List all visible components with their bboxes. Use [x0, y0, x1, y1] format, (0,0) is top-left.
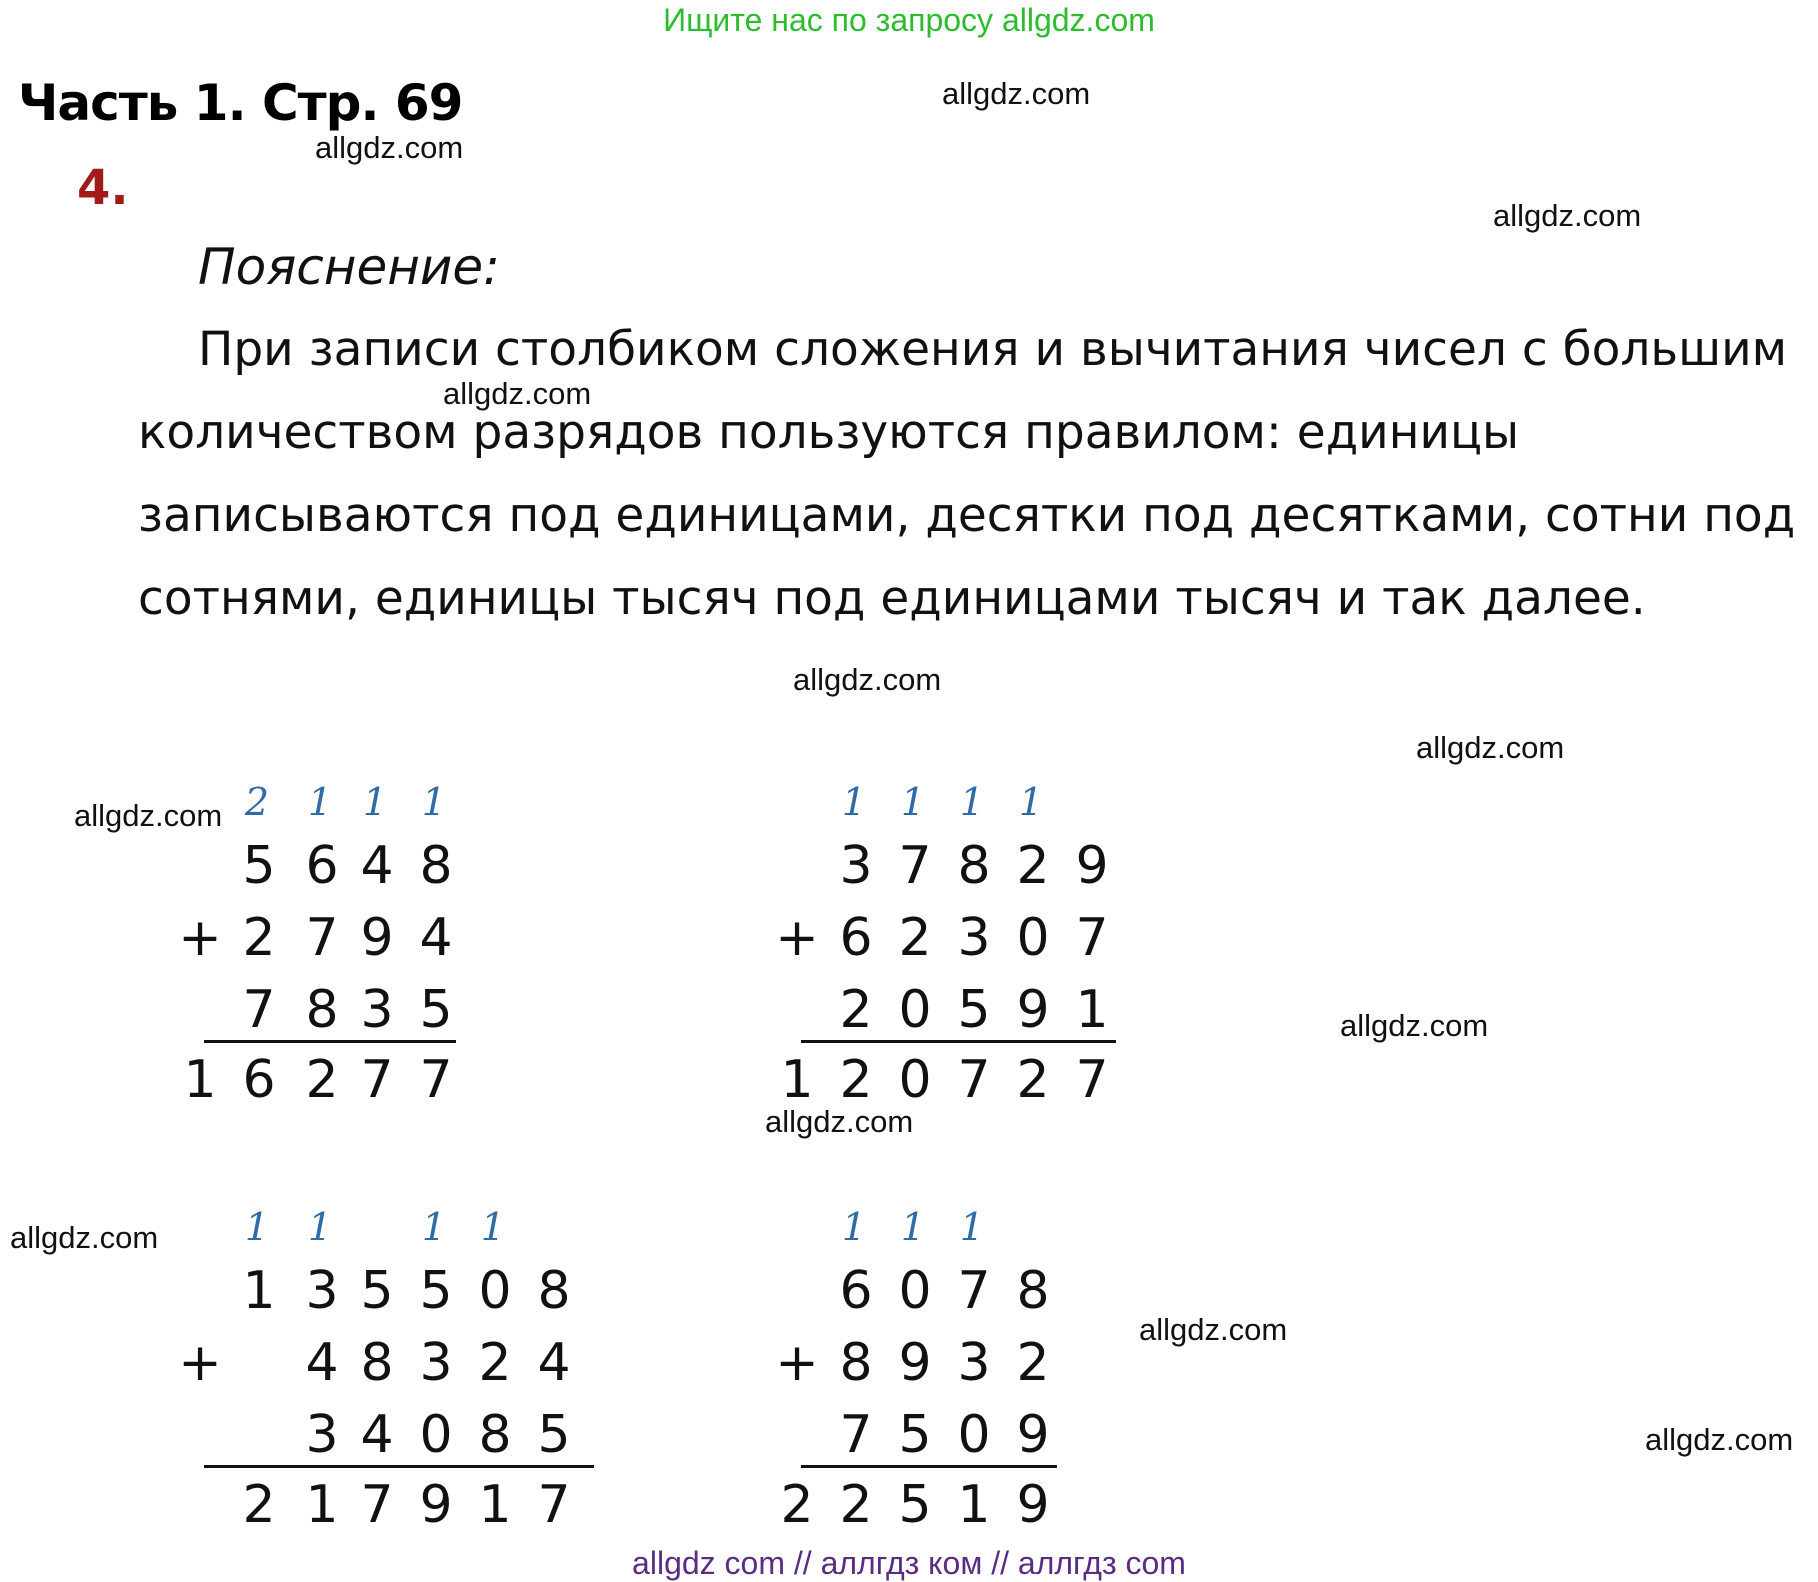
operand-digit: 7 — [898, 836, 932, 896]
operand-digit: 8 — [305, 980, 339, 1040]
plus-sign: + — [775, 908, 819, 968]
carry-digit: 1 — [362, 780, 388, 824]
operand-digit: 3 — [957, 1333, 991, 1393]
operand-digit: 8 — [537, 1261, 571, 1321]
result-digit: 2 — [1016, 1050, 1050, 1110]
operand-digit: 2 — [242, 908, 276, 968]
footer-watermark: allgdz com // аллгдз ком // аллгдз com — [632, 1545, 1186, 1581]
watermark: allgdz.com — [1416, 730, 1565, 765]
result-digit: 7 — [360, 1475, 394, 1535]
carry-digit: 1 — [900, 780, 926, 824]
operand-digit: 5 — [419, 980, 453, 1040]
carry-digit: 1 — [480, 1205, 506, 1249]
result-digit: 7 — [360, 1050, 394, 1110]
result-digit: 7 — [957, 1050, 991, 1110]
plus-sign: + — [178, 1333, 222, 1393]
operand-digit: 4 — [537, 1333, 571, 1393]
watermark: allgdz.com — [10, 1220, 159, 1255]
watermark: allgdz.com — [1139, 1312, 1288, 1347]
operand-digit: 9 — [898, 1333, 932, 1393]
operand-digit: 4 — [360, 836, 394, 896]
operand-digit: 1 — [1075, 980, 1109, 1040]
plus-sign: + — [775, 1333, 819, 1393]
operand-digit: 0 — [1016, 908, 1050, 968]
result-digit: 7 — [419, 1050, 453, 1110]
operand-digit: 3 — [305, 1405, 339, 1465]
operand-digit: 2 — [1016, 836, 1050, 896]
operand-digit: 8 — [419, 836, 453, 896]
result-digit: 2 — [780, 1475, 814, 1535]
sum-line — [801, 1465, 1057, 1468]
result-digit: 1 — [780, 1050, 814, 1110]
carry-digit: 2 — [244, 780, 270, 824]
carry-digit: 1 — [421, 780, 447, 824]
operand-digit: 3 — [839, 836, 873, 896]
explanation-title: Пояснение: — [198, 238, 501, 296]
operand-digit: 2 — [1016, 1333, 1050, 1393]
carry-digit: 1 — [959, 780, 985, 824]
operand-digit: 5 — [360, 1261, 394, 1321]
carry-digit: 1 — [1018, 780, 1044, 824]
operand-digit: 8 — [360, 1333, 394, 1393]
sum-line — [204, 1465, 594, 1468]
operand-digit: 0 — [957, 1405, 991, 1465]
operand-digit: 8 — [1016, 1261, 1050, 1321]
result-digit: 6 — [242, 1050, 276, 1110]
result-digit: 7 — [1075, 1050, 1109, 1110]
operand-digit: 3 — [305, 1261, 339, 1321]
operand-digit: 5 — [419, 1261, 453, 1321]
operand-digit: 4 — [360, 1405, 394, 1465]
carry-digit: 1 — [841, 1205, 867, 1249]
result-digit: 5 — [898, 1475, 932, 1535]
watermark: allgdz.com — [765, 1104, 914, 1139]
watermark: allgdz.com — [443, 376, 592, 411]
operand-digit: 3 — [419, 1333, 453, 1393]
watermark: allgdz.com — [793, 662, 942, 697]
explanation-line-2: количеством разрядов пользуются правилом: единицы — [138, 405, 1520, 460]
page-title: Часть 1. Стр. 69 — [18, 74, 463, 132]
operand-digit: 7 — [242, 980, 276, 1040]
carry-digit: 1 — [841, 780, 867, 824]
carry-digit: 1 — [307, 780, 333, 824]
carry-digit: 1 — [900, 1205, 926, 1249]
operand-digit: 3 — [360, 980, 394, 1040]
operand-digit: 8 — [839, 1333, 873, 1393]
explanation-line-1: При записи столбиком сложения и вычитания чисел с большим — [198, 322, 1788, 377]
result-digit: 0 — [898, 1050, 932, 1110]
operand-digit: 9 — [1075, 836, 1109, 896]
watermark: allgdz.com — [315, 130, 464, 165]
operand-digit: 0 — [898, 980, 932, 1040]
result-digit: 2 — [839, 1050, 873, 1110]
operand-digit: 7 — [957, 1261, 991, 1321]
result-digit: 1 — [478, 1475, 512, 1535]
operand-digit: 7 — [305, 908, 339, 968]
carry-digit: 1 — [307, 1205, 333, 1249]
operand-digit: 0 — [898, 1261, 932, 1321]
explanation-line-4: сотнями, единицы тысяч под единицами тысяч и так далее. — [138, 571, 1646, 626]
operand-digit: 5 — [898, 1405, 932, 1465]
carry-digit: 1 — [959, 1205, 985, 1249]
operand-digit: 9 — [360, 908, 394, 968]
carry-digit: 1 — [244, 1205, 270, 1249]
task-number: 4. — [77, 160, 129, 216]
operand-digit: 2 — [898, 908, 932, 968]
operand-digit: 2 — [478, 1333, 512, 1393]
result-digit: 2 — [242, 1475, 276, 1535]
operand-digit: 6 — [305, 836, 339, 896]
operand-digit: 9 — [1016, 1405, 1050, 1465]
operand-digit: 8 — [478, 1405, 512, 1465]
operand-digit: 1 — [242, 1261, 276, 1321]
operand-digit: 4 — [419, 908, 453, 968]
carry-digit: 1 — [421, 1205, 447, 1249]
operand-digit: 2 — [839, 980, 873, 1040]
result-digit: 1 — [183, 1050, 217, 1110]
operand-digit: 5 — [537, 1405, 571, 1465]
operand-digit: 8 — [957, 836, 991, 896]
operand-digit: 3 — [957, 908, 991, 968]
operand-digit: 5 — [242, 836, 276, 896]
watermark: allgdz.com — [1340, 1008, 1489, 1043]
operand-digit: 0 — [419, 1405, 453, 1465]
result-digit: 1 — [957, 1475, 991, 1535]
sum-line — [801, 1040, 1116, 1043]
result-digit: 1 — [305, 1475, 339, 1535]
operand-digit: 7 — [1075, 908, 1109, 968]
result-digit: 9 — [419, 1475, 453, 1535]
sum-line — [204, 1040, 456, 1043]
watermark: allgdz.com — [1493, 198, 1642, 233]
watermark: allgdz.com — [942, 76, 1091, 111]
result-digit: 7 — [537, 1475, 571, 1535]
operand-digit: 4 — [305, 1333, 339, 1393]
watermark: allgdz.com — [74, 798, 223, 833]
operand-digit: 9 — [1016, 980, 1050, 1040]
explanation-line-3: записываются под единицами, десятки под десятками, сотни под — [138, 488, 1796, 543]
operand-digit: 6 — [839, 1261, 873, 1321]
operand-digit: 0 — [478, 1261, 512, 1321]
result-digit: 2 — [305, 1050, 339, 1110]
operand-digit: 7 — [839, 1405, 873, 1465]
search-banner: Ищите нас по запросу allgdz.com — [663, 2, 1155, 38]
plus-sign: + — [178, 908, 222, 968]
operand-digit: 6 — [839, 908, 873, 968]
watermark: allgdz.com — [1645, 1422, 1794, 1457]
result-digit: 2 — [839, 1475, 873, 1535]
operand-digit: 5 — [957, 980, 991, 1040]
result-digit: 9 — [1016, 1475, 1050, 1535]
